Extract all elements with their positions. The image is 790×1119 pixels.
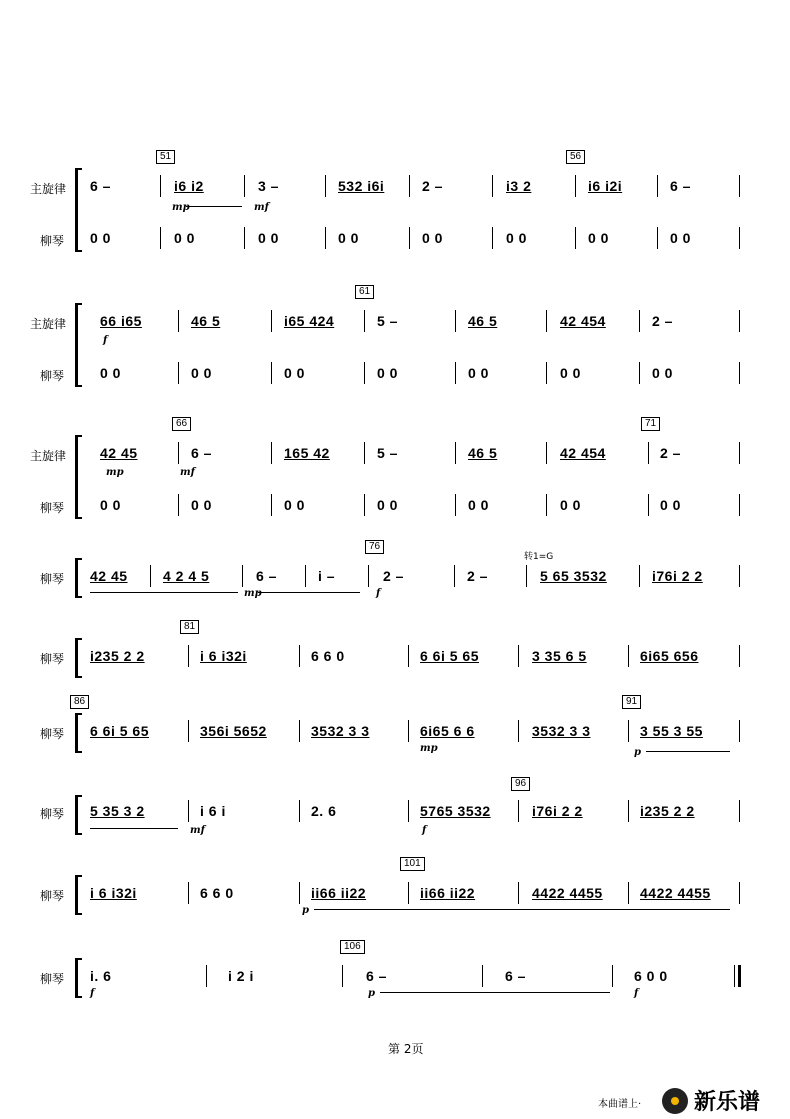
dynamic-marking: f	[103, 335, 108, 346]
barline	[409, 227, 410, 249]
measure: i. 6	[90, 968, 112, 984]
barline	[575, 175, 576, 197]
measure-number: 66	[172, 417, 191, 431]
measure: 0 0	[284, 497, 305, 513]
barline	[160, 175, 161, 197]
page-number: 第 2页	[388, 1042, 424, 1056]
measure: 0 0	[100, 497, 121, 513]
measure: i 6 i32i	[200, 648, 247, 664]
barline	[150, 565, 151, 587]
measure: 5765 3532	[420, 803, 491, 819]
measure-number: 81	[180, 620, 199, 634]
system-1	[0, 150, 790, 250]
barline	[628, 882, 629, 904]
measure: 5 –	[377, 445, 398, 461]
barline	[244, 175, 245, 197]
barline	[178, 442, 179, 464]
measure: ii66 ii22	[420, 885, 476, 901]
staff-label: 柳琴	[40, 727, 65, 741]
staff-label: 柳琴	[40, 369, 65, 383]
decrescendo-hairpin	[380, 992, 610, 993]
measure-number: 106	[340, 940, 365, 954]
measure: 42 454	[560, 313, 606, 329]
staff-label: 柳琴	[40, 652, 65, 666]
staff-label: 柳琴	[40, 234, 65, 248]
barline	[299, 720, 300, 742]
credit-text: 本曲谱上·	[598, 1099, 642, 1110]
measure: i235 2 2	[640, 803, 695, 819]
measure: 0 0	[652, 365, 673, 381]
barline	[364, 362, 365, 384]
crescendo-hairpin	[90, 828, 178, 829]
measure: 4422 4455	[532, 885, 603, 901]
barline	[188, 882, 189, 904]
measure: 0 0	[191, 497, 212, 513]
dynamic-marking: p	[634, 747, 641, 758]
measure: 42 45	[100, 445, 138, 461]
barline	[364, 494, 365, 516]
measure-number: 86	[70, 695, 89, 709]
system-brace	[75, 713, 82, 753]
barline	[206, 965, 207, 987]
measure: 2 –	[660, 445, 681, 461]
barline	[299, 645, 300, 667]
measure: 0 0	[90, 230, 111, 246]
measure: 2 –	[422, 178, 443, 194]
barline	[657, 227, 658, 249]
system-brace	[75, 958, 82, 998]
dynamic-marking: mp	[420, 743, 438, 754]
barline	[546, 362, 547, 384]
measure: 0 0	[560, 365, 581, 381]
measure: 6 –	[505, 968, 526, 984]
barline	[739, 882, 740, 904]
measure: i235 2 2	[90, 648, 145, 664]
barline	[271, 494, 272, 516]
measure: 42 45	[90, 568, 128, 584]
barline	[242, 565, 243, 587]
system-4	[0, 540, 790, 610]
barline	[739, 800, 740, 822]
measure: 46 5	[191, 313, 221, 329]
measure: 3 55 3 55	[640, 723, 703, 739]
system-5	[0, 620, 790, 690]
staff-label: 柳琴	[40, 972, 65, 986]
barline	[546, 442, 547, 464]
barline	[299, 800, 300, 822]
barline	[409, 175, 410, 197]
barline	[178, 494, 179, 516]
dynamic-marking: p	[368, 988, 375, 999]
barline	[160, 227, 161, 249]
barline	[639, 310, 640, 332]
measure-number: 56	[566, 150, 585, 164]
measure: i76i 2 2	[652, 568, 703, 584]
barline	[408, 645, 409, 667]
measure: 0 0	[191, 365, 212, 381]
measure: i6 i2i	[588, 178, 623, 194]
barline	[648, 442, 649, 464]
measure: 3532 3 3	[311, 723, 370, 739]
dynamic-marking: mf	[180, 467, 195, 478]
barline	[628, 800, 629, 822]
measure: 0 0	[468, 497, 489, 513]
measure: 0 0	[377, 365, 398, 381]
barline	[368, 565, 369, 587]
measure: i6 i2	[174, 178, 204, 194]
crescendo-hairpin	[646, 751, 730, 752]
barline	[526, 565, 527, 587]
measure: 6 6i 5 65	[420, 648, 479, 664]
system-6	[0, 695, 790, 765]
measure: i –	[318, 568, 336, 584]
barline	[482, 965, 483, 987]
measure: 6 6 0	[311, 648, 345, 664]
crescendo-hairpin	[90, 592, 238, 593]
barline	[628, 645, 629, 667]
barline	[244, 227, 245, 249]
system-brace	[75, 168, 82, 252]
barline	[612, 965, 613, 987]
barline	[299, 882, 300, 904]
measure: i 6 i	[200, 803, 226, 819]
barline	[408, 720, 409, 742]
barline	[546, 310, 547, 332]
measure: 0 0	[338, 230, 359, 246]
barline	[455, 362, 456, 384]
barline	[639, 565, 640, 587]
crescendo-hairpin	[314, 909, 730, 910]
measure: 6 –	[256, 568, 277, 584]
key-change: 转1=G	[524, 552, 554, 562]
barline	[188, 645, 189, 667]
barline	[739, 175, 740, 197]
barline	[188, 720, 189, 742]
barline	[739, 720, 740, 742]
measure: 2. 6	[311, 803, 337, 819]
staff-label: 柳琴	[40, 572, 65, 586]
measure: 5 35 3 2	[90, 803, 145, 819]
barline	[271, 362, 272, 384]
system-brace	[75, 435, 82, 519]
staff-label: 主旋律	[30, 182, 67, 196]
barline	[657, 175, 658, 197]
measure: 4422 4455	[640, 885, 711, 901]
measure: 356i 5652	[200, 723, 267, 739]
staff-label: 主旋律	[30, 317, 67, 331]
barline	[739, 310, 740, 332]
measure: 2 –	[467, 568, 488, 584]
measure: 6 –	[90, 178, 111, 194]
measure: 0 0	[174, 230, 195, 246]
barline	[628, 720, 629, 742]
measure: 0 0	[506, 230, 527, 246]
dynamic-marking: mf	[190, 825, 205, 836]
barline	[518, 800, 519, 822]
barline	[492, 227, 493, 249]
barline	[518, 882, 519, 904]
system-2	[0, 285, 790, 385]
system-brace	[75, 558, 82, 598]
system-brace	[75, 875, 82, 915]
dynamic-marking: mp	[244, 588, 262, 599]
system-brace	[75, 795, 82, 835]
barline	[648, 494, 649, 516]
measure: 0 0	[670, 230, 691, 246]
dynamic-marking: p	[302, 905, 309, 916]
system-8	[0, 857, 790, 927]
barline	[271, 442, 272, 464]
measure-number: 101	[400, 857, 425, 871]
staff-label: 柳琴	[40, 501, 65, 515]
measure-number: 76	[365, 540, 384, 554]
measure: 6 –	[670, 178, 691, 194]
measure: 0 0	[284, 365, 305, 381]
measure: i 6 i32i	[90, 885, 137, 901]
measure: ii66 ii22	[311, 885, 367, 901]
measure: 6 –	[191, 445, 212, 461]
site-logo	[662, 1085, 760, 1116]
system-9	[0, 940, 790, 1010]
logo-text: 新乐谱	[694, 1090, 761, 1115]
dynamic-marking: f	[634, 988, 639, 999]
measure: 46 5	[468, 313, 498, 329]
dynamic-marking: f	[376, 588, 381, 599]
measure: i76i 2 2	[532, 803, 583, 819]
barline	[639, 362, 640, 384]
measure: 6 6i 5 65	[90, 723, 149, 739]
crescendo-hairpin	[258, 592, 360, 593]
barline	[454, 565, 455, 587]
measure: 532 i6i	[338, 178, 385, 194]
measure: i 2 i	[228, 968, 254, 984]
measure: 6 0 0	[634, 968, 668, 984]
vinyl-record-icon	[662, 1088, 688, 1114]
crescendo-hairpin	[186, 206, 242, 207]
dynamic-marking: mp	[106, 467, 124, 478]
system-brace	[75, 638, 82, 678]
barline	[455, 442, 456, 464]
barline	[546, 494, 547, 516]
staff-label: 主旋律	[30, 449, 67, 463]
barline	[408, 882, 409, 904]
dynamic-marking: f	[422, 825, 427, 836]
measure: 5 –	[377, 313, 398, 329]
measure: 0 0	[422, 230, 443, 246]
barline	[364, 310, 365, 332]
measure: 0 0	[660, 497, 681, 513]
barline	[342, 965, 343, 987]
barline	[408, 800, 409, 822]
barline	[739, 362, 740, 384]
measure: 3 –	[258, 178, 279, 194]
measure: 0 0	[258, 230, 279, 246]
measure-number: 96	[511, 777, 530, 791]
measure: 0 0	[588, 230, 609, 246]
barline	[178, 310, 179, 332]
barline	[739, 565, 740, 587]
barline	[739, 494, 740, 516]
measure-number: 91	[622, 695, 641, 709]
measure: 2 –	[652, 313, 673, 329]
dynamic-marking: mp	[172, 202, 190, 213]
measure: 0 0	[560, 497, 581, 513]
measure: 5 65 3532	[540, 568, 607, 584]
measure: i65 424	[284, 313, 335, 329]
measure: 2 –	[383, 568, 404, 584]
barline	[178, 362, 179, 384]
measure: 6i65 656	[640, 648, 699, 664]
measure-number: 61	[355, 285, 374, 299]
system-brace	[75, 303, 82, 387]
barline	[575, 227, 576, 249]
measure: 3 35 6 5	[532, 648, 587, 664]
final-barline	[738, 965, 741, 987]
dynamic-marking: mf	[254, 202, 269, 213]
barline	[305, 565, 306, 587]
measure: 46 5	[468, 445, 498, 461]
measure: 0 0	[468, 365, 489, 381]
measure: 0 0	[100, 365, 121, 381]
system-7	[0, 773, 790, 843]
barline	[364, 442, 365, 464]
barline	[455, 310, 456, 332]
measure: 0 0	[377, 497, 398, 513]
system-3	[0, 417, 790, 517]
barline	[325, 227, 326, 249]
measure: 6 –	[366, 968, 387, 984]
measure: 42 454	[560, 445, 606, 461]
barline	[739, 442, 740, 464]
measure: 165 42	[284, 445, 330, 461]
measure: 4 2 4 5	[163, 568, 210, 584]
barline	[325, 175, 326, 197]
barline	[739, 645, 740, 667]
barline	[455, 494, 456, 516]
staff-label: 柳琴	[40, 889, 65, 903]
barline	[188, 800, 189, 822]
measure: 6i65 6 6	[420, 723, 475, 739]
dynamic-marking: f	[90, 988, 95, 999]
barline	[734, 965, 735, 987]
measure: 66 i65	[100, 313, 142, 329]
barline	[739, 227, 740, 249]
measure-number: 51	[156, 150, 175, 164]
staff-label: 柳琴	[40, 807, 65, 821]
barline	[271, 310, 272, 332]
measure: 6 6 0	[200, 885, 234, 901]
measure: i3 2	[506, 178, 532, 194]
barline	[518, 645, 519, 667]
measure-number: 71	[641, 417, 660, 431]
barline	[518, 720, 519, 742]
measure: 3532 3 3	[532, 723, 591, 739]
barline	[492, 175, 493, 197]
